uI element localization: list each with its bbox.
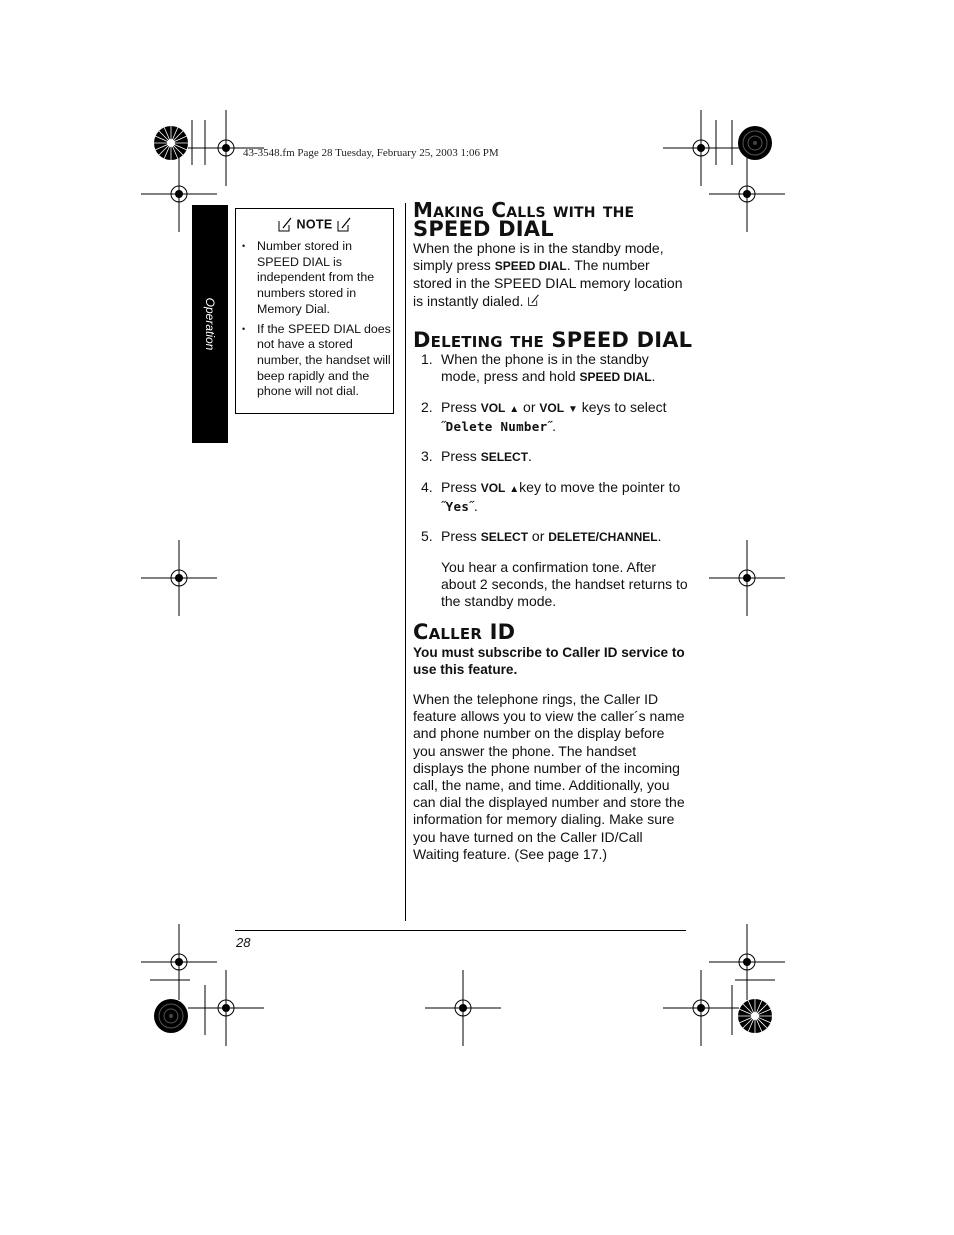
column-divider [405, 203, 406, 921]
footer-rule [235, 930, 686, 931]
pencil-icon [527, 294, 540, 307]
star-target-icon [153, 998, 189, 1034]
star-target-icon [737, 998, 773, 1034]
triangle-up-icon: ▲ [509, 404, 520, 415]
step-note: You hear a confirmation tone. After about 2 seconds, the handset returns to the standby mode. [441, 558, 688, 609]
lcd-text: Yes [445, 499, 470, 514]
page-number: 28 [236, 935, 251, 950]
file-header: 43-3548.fm Page 28 Tuesday, February 25, 2003 1:06 PM [243, 147, 499, 159]
registration-mark-icon [709, 540, 785, 616]
registration-mark-icon [141, 540, 217, 616]
caller-id-intro: You must subscribe to Caller ID service to use this feature. [413, 645, 685, 678]
keyword-speed-dial: SPEED DIAL [494, 259, 567, 274]
triangle-up-icon: ▲ [509, 483, 520, 495]
step-item: 5. Press SELECT or DELETE/CHANNEL. You hear a confirmation tone. After about 2 seconds, the handset returns to the standby mode. [421, 527, 688, 609]
note-header [236, 217, 393, 233]
section-heading: Deleting the SPEED DIAL [413, 328, 693, 352]
step-item: 2. Press VOL ▲ or VOL ▼ keys to select ˝Delete Number˝. [421, 399, 667, 435]
step-item: 4. Press VOL ▲key to move the pointer to ˝Yes˝. [421, 478, 681, 514]
step-item: 1. When the phone is in the standby mode, press and hold SPEED DIAL. [421, 351, 656, 385]
pencil-icon [336, 217, 352, 233]
steps-list [413, 351, 688, 623]
star-target-icon [153, 125, 189, 161]
registration-mark-icon [663, 970, 739, 1046]
star-target-icon [737, 125, 773, 161]
registration-mark-icon [425, 970, 501, 1046]
section-heading: Making Calls with the [413, 198, 635, 222]
section1-paragraph: When the phone is in the standby mode, simply press SPEED DIAL. The number stored in the SPEED DIAL memory location is instantly dialed. [413, 240, 683, 309]
registration-mark-icon [188, 970, 264, 1046]
note-title: NOTE [296, 217, 333, 232]
side-tab-label: Operation [203, 297, 217, 351]
section-heading-line2: SPEED DIAL [413, 217, 554, 241]
lcd-text: Delete Number [445, 419, 548, 435]
note-item: • Number stored in SPEED DIAL is independent from the numbers stored in Memory Dial. [242, 239, 392, 318]
section-heading: Caller ID [413, 620, 516, 644]
note-box [235, 208, 394, 414]
note-list [242, 239, 392, 404]
caller-id-paragraph: When the telephone rings, the Caller ID feature allows you to view the caller´s name and phone number on the display before you answer the phone. The handset displays the phone number of the incoming call, the name, and time. Additionally, you can dial the displayed number and store the information for memory dialing. Make sure you have turned on the Caller ID/Call Waiting feature. (See page 17.) [413, 691, 685, 862]
note-item: • If the SPEED DIAL does not have a stored number, the handset will beep rapidly and the phone will not dial. [242, 322, 392, 401]
registration-mark-icon [709, 156, 785, 232]
step-item: 3. Press SELECT. [421, 448, 532, 464]
side-tab [192, 205, 228, 443]
pencil-icon [277, 217, 293, 233]
triangle-down-icon: ▼ [567, 404, 578, 415]
